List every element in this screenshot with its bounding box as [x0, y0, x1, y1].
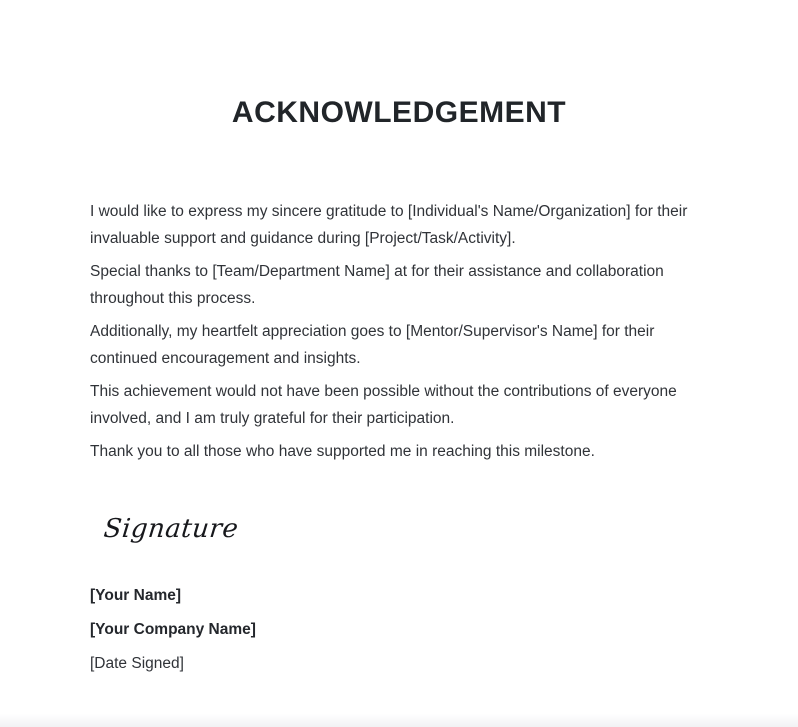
body-paragraph: Additionally, my heartfelt appreciation goes to [Mentor/Supervisor's Name] for their continued encouragement and insights. [90, 323, 655, 367]
body-paragraph: Thank you to all those who have supported me in reaching this milestone. [90, 443, 595, 460]
signer-name: [Your Name] [90, 587, 182, 604]
document-body [0, 198, 798, 465]
document-title: ACKNOWLEDGEMENT [231, 96, 567, 129]
signer-company: [Your Company Name] [90, 621, 256, 638]
body-paragraph: Special thanks to [Team/Department Name] at for their assistance and collaboration throughout this process. [90, 263, 664, 307]
signer-block [0, 582, 798, 677]
page-bottom-edge [0, 714, 798, 727]
signer-date: [Date Signed] [90, 655, 184, 672]
signature-script: Signature [102, 514, 240, 544]
body-paragraph: I would like to express my sincere gratitude to [Individual's Name/Organization] for their invaluable support and guidance during [Project/Task/Activity]. [90, 203, 688, 247]
body-paragraph: This achievement would not have been possible without the contributions of everyone involved, and I am truly grateful for their participation. [90, 383, 677, 427]
